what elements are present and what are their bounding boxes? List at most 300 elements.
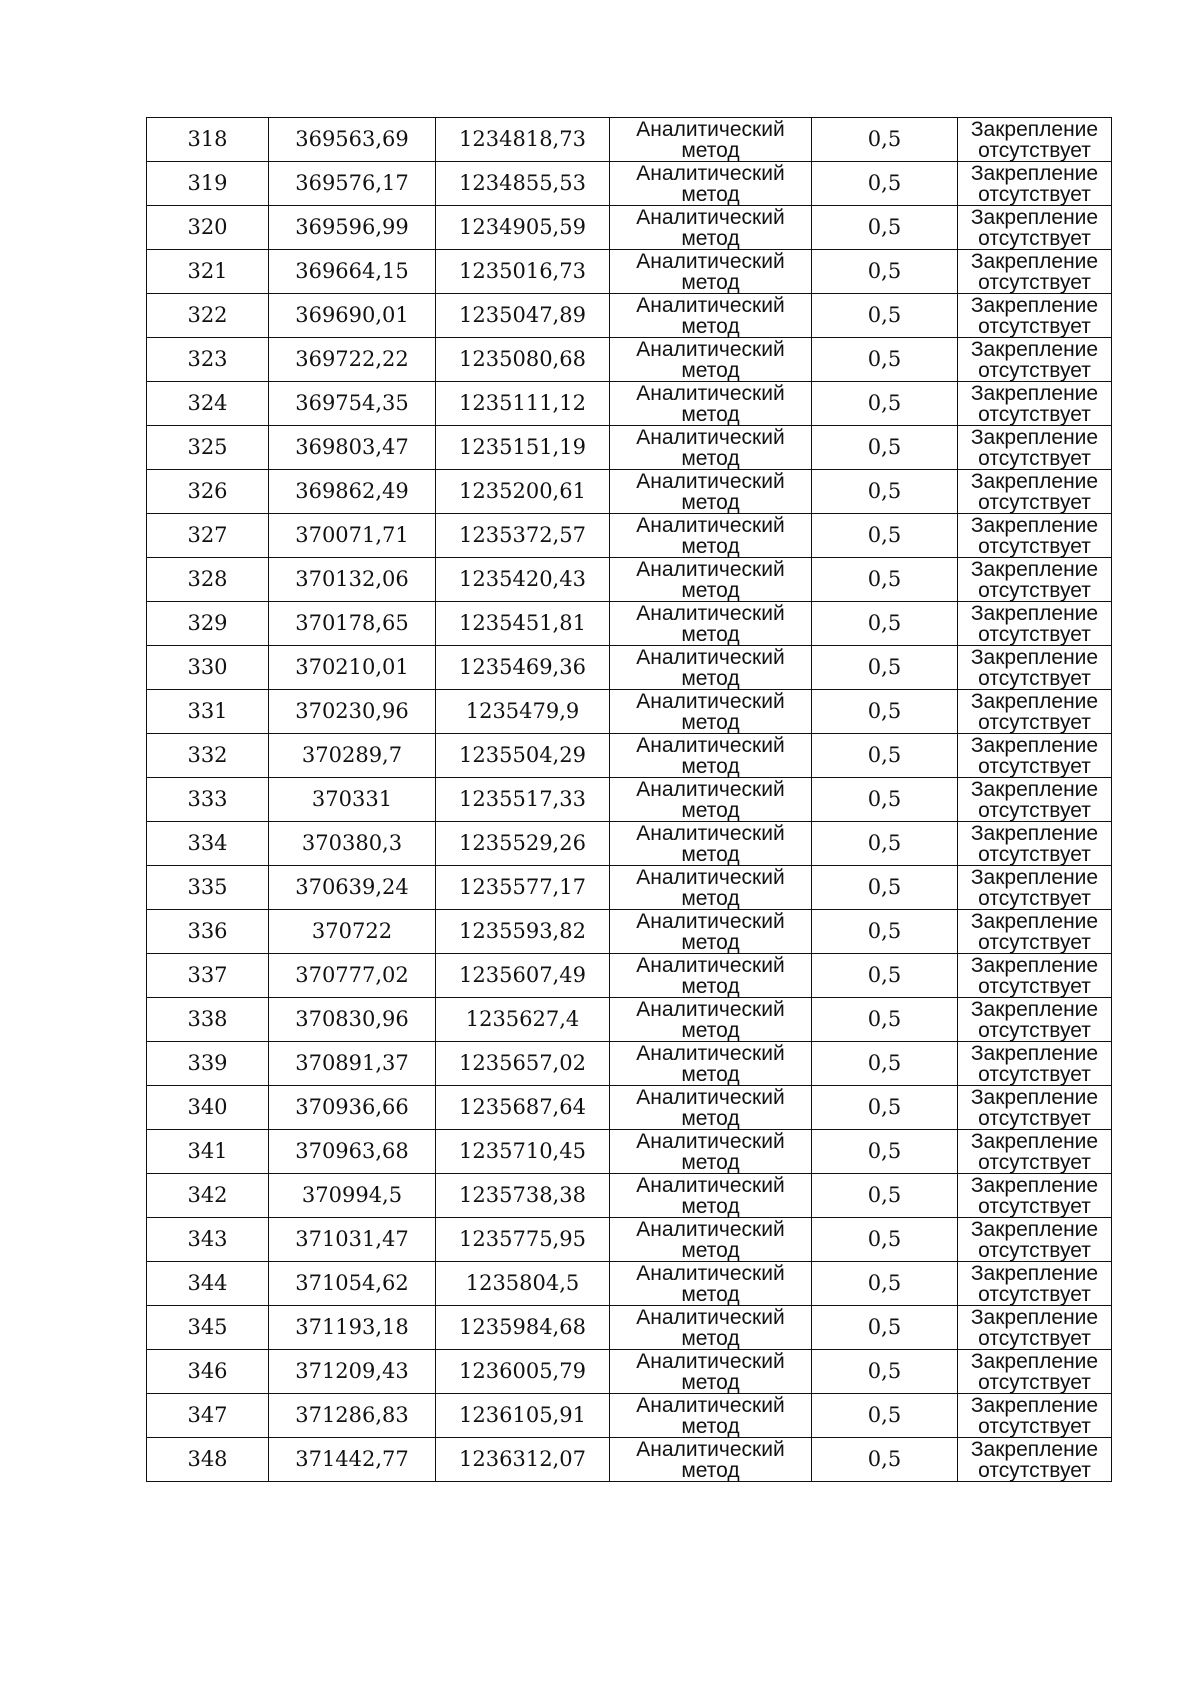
fixation-text: отсутствует xyxy=(978,1414,1091,1438)
x-coordinate-cell: 370210,01 xyxy=(269,646,436,690)
fixation-text: Закрепление xyxy=(970,953,1099,977)
method-text: метод xyxy=(681,1062,740,1086)
x-coordinate-cell: 370891,37 xyxy=(269,1042,436,1086)
point-number-cell: 328 xyxy=(147,558,269,602)
method-text: Аналитический xyxy=(636,293,785,317)
x-coordinate-cell: 369664,15 xyxy=(269,250,436,294)
method-text: Аналитический xyxy=(636,909,785,933)
method-text: Аналитический xyxy=(636,777,785,801)
fixation-cell xyxy=(958,426,1112,470)
accuracy-cell: 0,5 xyxy=(812,866,958,910)
fixation-cell xyxy=(958,1394,1112,1438)
fixation-text: Закрепление xyxy=(970,865,1099,889)
point-number-cell: 326 xyxy=(147,470,269,514)
y-coordinate-cell: 1235479,9 xyxy=(436,690,610,734)
table-row xyxy=(147,1262,1112,1306)
method-cell xyxy=(610,1438,812,1482)
table-row xyxy=(147,514,1112,558)
fixation-text: отсутствует xyxy=(978,446,1091,470)
method-text: метод xyxy=(681,666,740,690)
table-row xyxy=(147,162,1112,206)
fixation-text: Закрепление xyxy=(970,1217,1099,1241)
y-coordinate-cell: 1235710,45 xyxy=(436,1130,610,1174)
y-coordinate-cell: 1235016,73 xyxy=(436,250,610,294)
method-cell xyxy=(610,338,812,382)
method-text: Аналитический xyxy=(636,117,785,141)
method-cell xyxy=(610,470,812,514)
table-row xyxy=(147,426,1112,470)
method-text: Аналитический xyxy=(636,337,785,361)
method-text: Аналитический xyxy=(636,1349,785,1373)
method-text: Аналитический xyxy=(636,1393,785,1417)
x-coordinate-cell: 371442,77 xyxy=(269,1438,436,1482)
fixation-text: Закрепление xyxy=(970,601,1099,625)
point-number-cell: 340 xyxy=(147,1086,269,1130)
fixation-cell xyxy=(958,206,1112,250)
fixation-cell xyxy=(958,558,1112,602)
table-row xyxy=(147,910,1112,954)
accuracy-cell: 0,5 xyxy=(812,690,958,734)
x-coordinate-cell: 371031,47 xyxy=(269,1218,436,1262)
y-coordinate-cell: 1234855,53 xyxy=(436,162,610,206)
fixation-cell xyxy=(958,1086,1112,1130)
method-text: Аналитический xyxy=(636,249,785,273)
fixation-cell xyxy=(958,250,1112,294)
fixation-cell xyxy=(958,1042,1112,1086)
method-text: Аналитический xyxy=(636,1261,785,1285)
table-row xyxy=(147,1438,1112,1482)
fixation-text: отсутствует xyxy=(978,534,1091,558)
method-text: метод xyxy=(681,138,740,162)
fixation-cell xyxy=(958,734,1112,778)
x-coordinate-cell: 369576,17 xyxy=(269,162,436,206)
method-text: метод xyxy=(681,1018,740,1042)
accuracy-cell: 0,5 xyxy=(812,426,958,470)
y-coordinate-cell: 1236005,79 xyxy=(436,1350,610,1394)
accuracy-cell: 0,5 xyxy=(812,1130,958,1174)
method-cell xyxy=(610,1350,812,1394)
accuracy-cell: 0,5 xyxy=(812,646,958,690)
table-body xyxy=(147,118,1112,1482)
method-cell xyxy=(610,162,812,206)
fixation-cell xyxy=(958,338,1112,382)
fixation-cell xyxy=(958,1174,1112,1218)
method-text: метод xyxy=(681,270,740,294)
method-text: Аналитический xyxy=(636,865,785,889)
accuracy-cell: 0,5 xyxy=(812,734,958,778)
fixation-text: Закрепление xyxy=(970,293,1099,317)
x-coordinate-cell: 370936,66 xyxy=(269,1086,436,1130)
method-text: метод xyxy=(681,402,740,426)
table-row xyxy=(147,1306,1112,1350)
fixation-text: отсутствует xyxy=(978,138,1091,162)
y-coordinate-cell: 1236105,91 xyxy=(436,1394,610,1438)
x-coordinate-cell: 370639,24 xyxy=(269,866,436,910)
table-row xyxy=(147,1086,1112,1130)
accuracy-cell: 0,5 xyxy=(812,382,958,426)
fixation-text: Закрепление xyxy=(970,1305,1099,1329)
method-text: метод xyxy=(681,446,740,470)
method-text: Аналитический xyxy=(636,381,785,405)
table-row xyxy=(147,206,1112,250)
method-text: метод xyxy=(681,490,740,514)
method-text: метод xyxy=(681,710,740,734)
fixation-text: отсутствует xyxy=(978,1106,1091,1130)
y-coordinate-cell: 1235469,36 xyxy=(436,646,610,690)
table-row xyxy=(147,250,1112,294)
table-row xyxy=(147,470,1112,514)
method-cell xyxy=(610,514,812,558)
fixation-text: отсутствует xyxy=(978,1062,1091,1086)
table-row xyxy=(147,602,1112,646)
y-coordinate-cell: 1235047,89 xyxy=(436,294,610,338)
x-coordinate-cell: 370994,5 xyxy=(269,1174,436,1218)
method-text: метод xyxy=(681,1150,740,1174)
method-text: Аналитический xyxy=(636,1437,785,1461)
method-text: Аналитический xyxy=(636,1305,785,1329)
point-number-cell: 319 xyxy=(147,162,269,206)
method-cell xyxy=(610,734,812,778)
fixation-text: Закрепление xyxy=(970,513,1099,537)
accuracy-cell: 0,5 xyxy=(812,162,958,206)
fixation-text: Закрепление xyxy=(970,1437,1099,1461)
method-text: Аналитический xyxy=(636,1085,785,1109)
method-cell xyxy=(610,1086,812,1130)
fixation-text: отсутствует xyxy=(978,1458,1091,1482)
fixation-cell xyxy=(958,822,1112,866)
method-text: метод xyxy=(681,314,740,338)
fixation-text: Закрепление xyxy=(970,205,1099,229)
fixation-text: отсутствует xyxy=(978,930,1091,954)
y-coordinate-cell: 1235687,64 xyxy=(436,1086,610,1130)
table-row xyxy=(147,1130,1112,1174)
y-coordinate-cell: 1235372,57 xyxy=(436,514,610,558)
fixation-text: Закрепление xyxy=(970,997,1099,1021)
method-text: метод xyxy=(681,182,740,206)
point-number-cell: 344 xyxy=(147,1262,269,1306)
y-coordinate-cell: 1235111,12 xyxy=(436,382,610,426)
method-text: Аналитический xyxy=(636,953,785,977)
y-coordinate-cell: 1235775,95 xyxy=(436,1218,610,1262)
fixation-cell xyxy=(958,866,1112,910)
y-coordinate-cell: 1235151,19 xyxy=(436,426,610,470)
x-coordinate-cell: 369690,01 xyxy=(269,294,436,338)
fixation-cell xyxy=(958,470,1112,514)
fixation-cell xyxy=(958,998,1112,1042)
point-number-cell: 337 xyxy=(147,954,269,998)
fixation-text: отсутствует xyxy=(978,490,1091,514)
accuracy-cell: 0,5 xyxy=(812,602,958,646)
y-coordinate-cell: 1235984,68 xyxy=(436,1306,610,1350)
method-cell xyxy=(610,250,812,294)
fixation-text: Закрепление xyxy=(970,1261,1099,1285)
point-number-cell: 335 xyxy=(147,866,269,910)
fixation-cell xyxy=(958,382,1112,426)
fixation-text: отсутствует xyxy=(978,666,1091,690)
fixation-text: отсутствует xyxy=(978,798,1091,822)
accuracy-cell: 0,5 xyxy=(812,514,958,558)
x-coordinate-cell: 370230,96 xyxy=(269,690,436,734)
fixation-text: отсутствует xyxy=(978,710,1091,734)
y-coordinate-cell: 1235804,5 xyxy=(436,1262,610,1306)
method-text: метод xyxy=(681,1282,740,1306)
point-number-cell: 318 xyxy=(147,118,269,162)
method-cell xyxy=(610,998,812,1042)
y-coordinate-cell: 1235420,43 xyxy=(436,558,610,602)
document-page xyxy=(146,117,1111,1482)
table-row xyxy=(147,778,1112,822)
method-text: Аналитический xyxy=(636,1041,785,1065)
y-coordinate-cell: 1234905,59 xyxy=(436,206,610,250)
fixation-text: Закрепление xyxy=(970,645,1099,669)
accuracy-cell: 0,5 xyxy=(812,1174,958,1218)
table-row xyxy=(147,1218,1112,1262)
table-row xyxy=(147,294,1112,338)
table-row xyxy=(147,866,1112,910)
y-coordinate-cell: 1235504,29 xyxy=(436,734,610,778)
accuracy-cell: 0,5 xyxy=(812,822,958,866)
table-row xyxy=(147,646,1112,690)
method-text: Аналитический xyxy=(636,601,785,625)
accuracy-cell: 0,5 xyxy=(812,558,958,602)
fixation-text: Закрепление xyxy=(970,733,1099,757)
x-coordinate-cell: 370777,02 xyxy=(269,954,436,998)
method-text: Аналитический xyxy=(636,1217,785,1241)
method-cell xyxy=(610,910,812,954)
point-number-cell: 325 xyxy=(147,426,269,470)
method-text: метод xyxy=(681,622,740,646)
point-number-cell: 338 xyxy=(147,998,269,1042)
x-coordinate-cell: 369754,35 xyxy=(269,382,436,426)
x-coordinate-cell: 369803,47 xyxy=(269,426,436,470)
method-cell xyxy=(610,778,812,822)
x-coordinate-cell: 370722 xyxy=(269,910,436,954)
table-row xyxy=(147,998,1112,1042)
table-row xyxy=(147,118,1112,162)
fixation-text: Закрепление xyxy=(970,117,1099,141)
accuracy-cell: 0,5 xyxy=(812,294,958,338)
method-text: Аналитический xyxy=(636,689,785,713)
fixation-text: Закрепление xyxy=(970,1129,1099,1153)
fixation-text: Закрепление xyxy=(970,1173,1099,1197)
fixation-cell xyxy=(958,1438,1112,1482)
point-number-cell: 322 xyxy=(147,294,269,338)
y-coordinate-cell: 1235577,17 xyxy=(436,866,610,910)
table-row xyxy=(147,822,1112,866)
point-number-cell: 343 xyxy=(147,1218,269,1262)
method-text: метод xyxy=(681,842,740,866)
accuracy-cell: 0,5 xyxy=(812,1394,958,1438)
y-coordinate-cell: 1235529,26 xyxy=(436,822,610,866)
fixation-text: Закрепление xyxy=(970,821,1099,845)
fixation-text: отсутствует xyxy=(978,842,1091,866)
method-text: Аналитический xyxy=(636,733,785,757)
accuracy-cell: 0,5 xyxy=(812,998,958,1042)
fixation-cell xyxy=(958,910,1112,954)
accuracy-cell: 0,5 xyxy=(812,910,958,954)
fixation-text: отсутствует xyxy=(978,226,1091,250)
fixation-cell xyxy=(958,646,1112,690)
y-coordinate-cell: 1235200,61 xyxy=(436,470,610,514)
method-cell xyxy=(610,118,812,162)
y-coordinate-cell: 1236312,07 xyxy=(436,1438,610,1482)
method-text: метод xyxy=(681,1458,740,1482)
point-number-cell: 334 xyxy=(147,822,269,866)
method-cell xyxy=(610,1042,812,1086)
x-coordinate-cell: 369862,49 xyxy=(269,470,436,514)
point-number-cell: 323 xyxy=(147,338,269,382)
x-coordinate-cell: 369563,69 xyxy=(269,118,436,162)
method-text: метод xyxy=(681,974,740,998)
fixation-text: Закрепление xyxy=(970,161,1099,185)
method-cell xyxy=(610,1262,812,1306)
accuracy-cell: 0,5 xyxy=(812,118,958,162)
method-cell xyxy=(610,1130,812,1174)
method-text: Аналитический xyxy=(636,513,785,537)
fixation-cell xyxy=(958,1218,1112,1262)
accuracy-cell: 0,5 xyxy=(812,1306,958,1350)
point-number-cell: 346 xyxy=(147,1350,269,1394)
y-coordinate-cell: 1235593,82 xyxy=(436,910,610,954)
table-row xyxy=(147,382,1112,426)
x-coordinate-cell: 370132,06 xyxy=(269,558,436,602)
fixation-text: Закрепление xyxy=(970,1041,1099,1065)
method-text: метод xyxy=(681,798,740,822)
fixation-text: Закрепление xyxy=(970,381,1099,405)
x-coordinate-cell: 370963,68 xyxy=(269,1130,436,1174)
method-cell xyxy=(610,646,812,690)
fixation-text: Закрепление xyxy=(970,557,1099,581)
method-cell xyxy=(610,1306,812,1350)
fixation-text: отсутствует xyxy=(978,314,1091,338)
method-text: Аналитический xyxy=(636,997,785,1021)
method-text: метод xyxy=(681,226,740,250)
fixation-text: отсутствует xyxy=(978,1238,1091,1262)
fixation-cell xyxy=(958,1306,1112,1350)
x-coordinate-cell: 370289,7 xyxy=(269,734,436,778)
method-text: Аналитический xyxy=(636,161,785,185)
fixation-text: Закрепление xyxy=(970,777,1099,801)
accuracy-cell: 0,5 xyxy=(812,338,958,382)
fixation-text: Закрепление xyxy=(970,1349,1099,1373)
accuracy-cell: 0,5 xyxy=(812,778,958,822)
method-cell xyxy=(610,602,812,646)
fixation-cell xyxy=(958,602,1112,646)
table-row xyxy=(147,734,1112,778)
method-text: метод xyxy=(681,886,740,910)
y-coordinate-cell: 1235517,33 xyxy=(436,778,610,822)
method-cell xyxy=(610,1218,812,1262)
table-row xyxy=(147,1394,1112,1438)
fixation-text: отсутствует xyxy=(978,1150,1091,1174)
point-number-cell: 320 xyxy=(147,206,269,250)
fixation-text: отсутствует xyxy=(978,402,1091,426)
point-number-cell: 339 xyxy=(147,1042,269,1086)
y-coordinate-cell: 1235080,68 xyxy=(436,338,610,382)
point-number-cell: 347 xyxy=(147,1394,269,1438)
fixation-text: отсутствует xyxy=(978,270,1091,294)
method-text: метод xyxy=(681,1238,740,1262)
method-cell xyxy=(610,1174,812,1218)
fixation-text: Закрепление xyxy=(970,425,1099,449)
method-cell xyxy=(610,1394,812,1438)
fixation-text: отсутствует xyxy=(978,1326,1091,1350)
fixation-text: Закрепление xyxy=(970,337,1099,361)
fixation-cell xyxy=(958,778,1112,822)
table-row xyxy=(147,1350,1112,1394)
fixation-text: отсутствует xyxy=(978,622,1091,646)
fixation-cell xyxy=(958,1130,1112,1174)
x-coordinate-cell: 371209,43 xyxy=(269,1350,436,1394)
point-number-cell: 342 xyxy=(147,1174,269,1218)
method-cell xyxy=(610,558,812,602)
y-coordinate-cell: 1235451,81 xyxy=(436,602,610,646)
fixation-cell xyxy=(958,1350,1112,1394)
method-text: метод xyxy=(681,1194,740,1218)
x-coordinate-cell: 370071,71 xyxy=(269,514,436,558)
fixation-cell xyxy=(958,954,1112,998)
point-number-cell: 327 xyxy=(147,514,269,558)
table-row xyxy=(147,1042,1112,1086)
method-text: Аналитический xyxy=(636,1173,785,1197)
accuracy-cell: 0,5 xyxy=(812,1218,958,1262)
fixation-text: отсутствует xyxy=(978,1370,1091,1394)
x-coordinate-cell: 370830,96 xyxy=(269,998,436,1042)
method-text: метод xyxy=(681,534,740,558)
fixation-text: отсутствует xyxy=(978,578,1091,602)
fixation-text: Закрепление xyxy=(970,689,1099,713)
method-cell xyxy=(610,690,812,734)
point-number-cell: 348 xyxy=(147,1438,269,1482)
point-number-cell: 336 xyxy=(147,910,269,954)
y-coordinate-cell: 1235657,02 xyxy=(436,1042,610,1086)
point-number-cell: 331 xyxy=(147,690,269,734)
y-coordinate-cell: 1235627,4 xyxy=(436,998,610,1042)
method-cell xyxy=(610,822,812,866)
point-number-cell: 341 xyxy=(147,1130,269,1174)
method-text: метод xyxy=(681,578,740,602)
fixation-cell xyxy=(958,294,1112,338)
fixation-cell xyxy=(958,690,1112,734)
fixation-text: отсутствует xyxy=(978,1194,1091,1218)
x-coordinate-cell: 371286,83 xyxy=(269,1394,436,1438)
fixation-text: отсутствует xyxy=(978,1282,1091,1306)
y-coordinate-cell: 1234818,73 xyxy=(436,118,610,162)
fixation-text: Закрепление xyxy=(970,469,1099,493)
method-cell xyxy=(610,954,812,998)
table-row xyxy=(147,338,1112,382)
point-number-cell: 329 xyxy=(147,602,269,646)
fixation-text: Закрепление xyxy=(970,1085,1099,1109)
accuracy-cell: 0,5 xyxy=(812,206,958,250)
method-cell xyxy=(610,206,812,250)
fixation-cell xyxy=(958,514,1112,558)
accuracy-cell: 0,5 xyxy=(812,954,958,998)
fixation-text: отсутствует xyxy=(978,1018,1091,1042)
point-number-cell: 333 xyxy=(147,778,269,822)
method-text: метод xyxy=(681,1106,740,1130)
point-number-cell: 321 xyxy=(147,250,269,294)
accuracy-cell: 0,5 xyxy=(812,1086,958,1130)
accuracy-cell: 0,5 xyxy=(812,1350,958,1394)
x-coordinate-cell: 370380,3 xyxy=(269,822,436,866)
method-text: метод xyxy=(681,1370,740,1394)
fixation-text: Закрепление xyxy=(970,249,1099,273)
y-coordinate-cell: 1235607,49 xyxy=(436,954,610,998)
method-text: Аналитический xyxy=(636,557,785,581)
fixation-text: отсутствует xyxy=(978,974,1091,998)
x-coordinate-cell: 369596,99 xyxy=(269,206,436,250)
